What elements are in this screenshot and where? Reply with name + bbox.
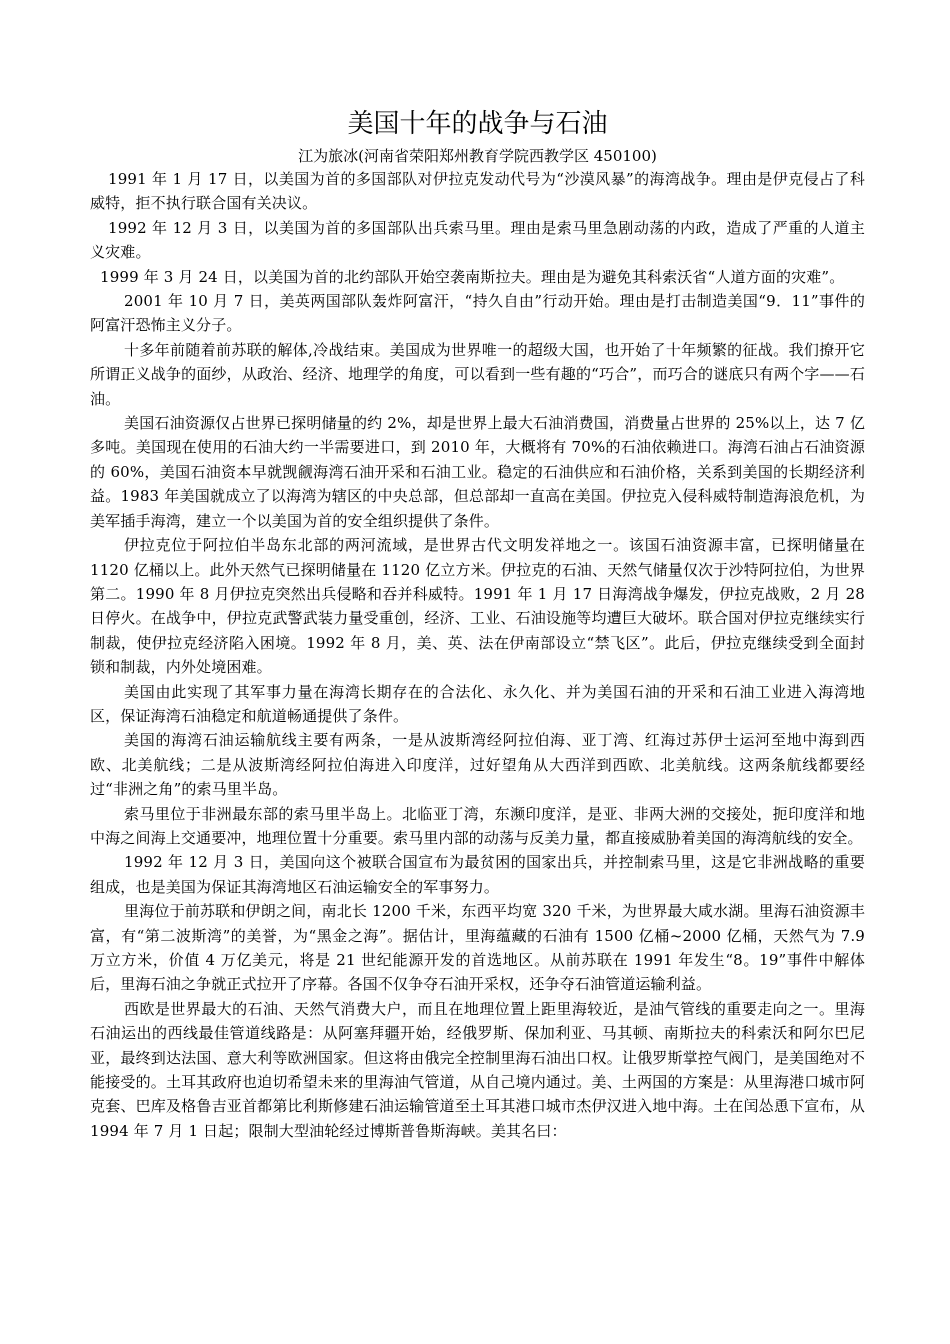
paragraph: 西欧是世界最大的石油、天然气消费大户，而且在地理位置上距里海较近，是油气管线的重要走向之一。里海石油运出的西线最佳管道线路是：从阿塞拜疆开始，经俄罗斯、保加利亚、马其顿、南斯拉夫的科索沃和阿尔巴尼亚，最终到达法国、意大利等欧洲国家。但这将由俄完全控制里海石油出口权。让俄罗斯掌控气阀门，是美国绝对不能接受的。土耳其政府也迫切希望未来的里海油气管道，从自己境内通过。美、土两国的方案是：从里海港口城市阿克套、巴库及格鲁吉亚首都第比利斯修建石油运输管道至土耳其港口城市杰伊汉进入地中海。土在闰怂恿下宣布，从 1994 年 7 月 1 日起；限制大型油轮经过博斯普鲁斯海峡。美其名曰： (90, 999, 865, 1140)
paragraph: 美国石油资源仅占世界已探明储量的约 2%，却是世界上最大石油消费国，消费量占世界的 25%以上，达 7 亿多吨。美国现在使用的石油大约一半需要进口，到 2010 年，大概将有 70%的石油依赖进口。海湾石油占石油资源的 60%，美国石油资本早就觊觎海湾石油开采和石油工业。稳定的石油供应和石油价格，关系到美国的长期经济利益。1983 年美国就成立了以海湾为辖区的中央总部，但总部却一直高在美国。伊拉克入侵科威特制造海浪危机，为美军插手海湾，建立一个以美国为首的安全组织提供了条件。 (90, 414, 865, 530)
paragraph: 里海位于前苏联和伊朗之间，南北长 1200 千米，东西平均宽 320 千米，为世界最大咸水湖。里海石油资源丰富，有“第二波斯湾”的美誉，为“黑金之海”。据估计，里海蕴藏的石油有 1500 亿桶~2000 亿桶，天然气为 7.9 万立方米，价值 4 万亿美元，将是 21 世纪能源开发的首选地区。从前苏联在 1991 年发生“8。19”事件中解体后，里海石油之争就正式拉开了序幕。各国不仅争夺石油开采权，还争夺石油管道运输利益。 (90, 902, 865, 994)
paragraph: 伊拉克位于阿拉伯半岛东北部的两河流域，是世界古代文明发祥地之一。该国石油资源丰富，已探明储量在 1120 亿桶以上。此外天然气已探明储量在 1120 亿立方米。伊拉克的石油、天然气储量仅次于沙特阿拉伯，为世界第二。1990 年 8 月伊拉克突然出兵侵略和吞并科威特。1991 年 1 月 17 日海湾战争爆发，伊拉克战败，2 月 28 日停火。在战争中，伊拉克武警武装力量受重创，经济、工业、石油设施等均遭巨大破坏。联合国对伊拉克继续实行制裁，使伊拉克经济陷入困境。1992 年 8 月，美、英、法在伊南部设立“禁飞区”。此后，伊拉克继续受到全面封锁和制裁，内外处境困难。 (90, 536, 865, 677)
paragraph: 美国由此实现了其军事力量在海湾长期存在的合法化、永久化、并为美国石油的开采和石油工业进入海湾地区，保证海湾石油稳定和航道畅通提供了条件。 (90, 682, 865, 725)
paragraph: 美国的海湾石油运输航线主要有两条，一是从波斯湾经阿拉伯海、亚丁湾、红海过苏伊士运河至地中海到西欧、北美航线；二是从波斯湾经阿拉伯海进入印度洋，过好望角从大西洋到西欧、北美航线。这两条航线都要经过“非洲之角”的索马里半岛。 (90, 731, 865, 799)
paragraph: 十多年前随着前苏联的解体,冷战结束。美国成为世界唯一的超级大国，也开始了十年频繁的征战。我们撩开它所谓正义战争的面纱，从政治、经济、地理学的角度，可以看到一些有趣的“巧合”，而巧合的谜底只有两个字——石油。 (90, 340, 865, 408)
paragraph: 索马里位于非洲最东部的索马里半岛上。北临亚丁湾，东濒印度洋，是亚、非两大洲的交接处，扼印度洋和地中海之间海上交通要冲，地理位置十分重要。索马里内部的动荡与反美力量，都直接威胁着美国的海湾航线的安全。 (90, 804, 865, 847)
paragraph: 1992 年 12 月 3 日，以美国为首的多国部队出兵索马里。理由是索马里急剧动荡的内政，造成了严重的人道主义灾难。 (90, 218, 865, 262)
paragraph: 1999 年 3 月 24 日，以美国为首的北约部队开始空袭南斯拉夫。理由是为避免其科索沃省“人道方面的灾难”。 (100, 267, 845, 286)
paragraph: 2001 年 10 月 7 日，美英两国部队轰炸阿富汗，“持久自由”行动开始。理由是打击制造美国“9．11”事件的阿富汗恐怖主义分子。 (90, 292, 865, 335)
document-title: 美国十年的战争与石油 (347, 109, 608, 139)
paragraph: 1992 年 12 月 3 日，美国向这个被联合国宣布为最贫困的国家出兵，并控制索马里，这是它非洲战略的重要组成，也是美国为保证其海湾地区石油运输安全的军事努力。 (90, 853, 865, 896)
document-page (90, 105, 865, 1143)
paragraph: 1991 年 1 月 17 日，以美国为首的多国部队对伊拉克发动代号为“沙漠风暴”的海湾战争。理由是伊克侵占了科威特，拒不执行联合国有关决议。 (90, 170, 865, 213)
author-line: 江为旅冰(河南省荣阳郑州教育学院西教学区 450100) (298, 147, 657, 165)
